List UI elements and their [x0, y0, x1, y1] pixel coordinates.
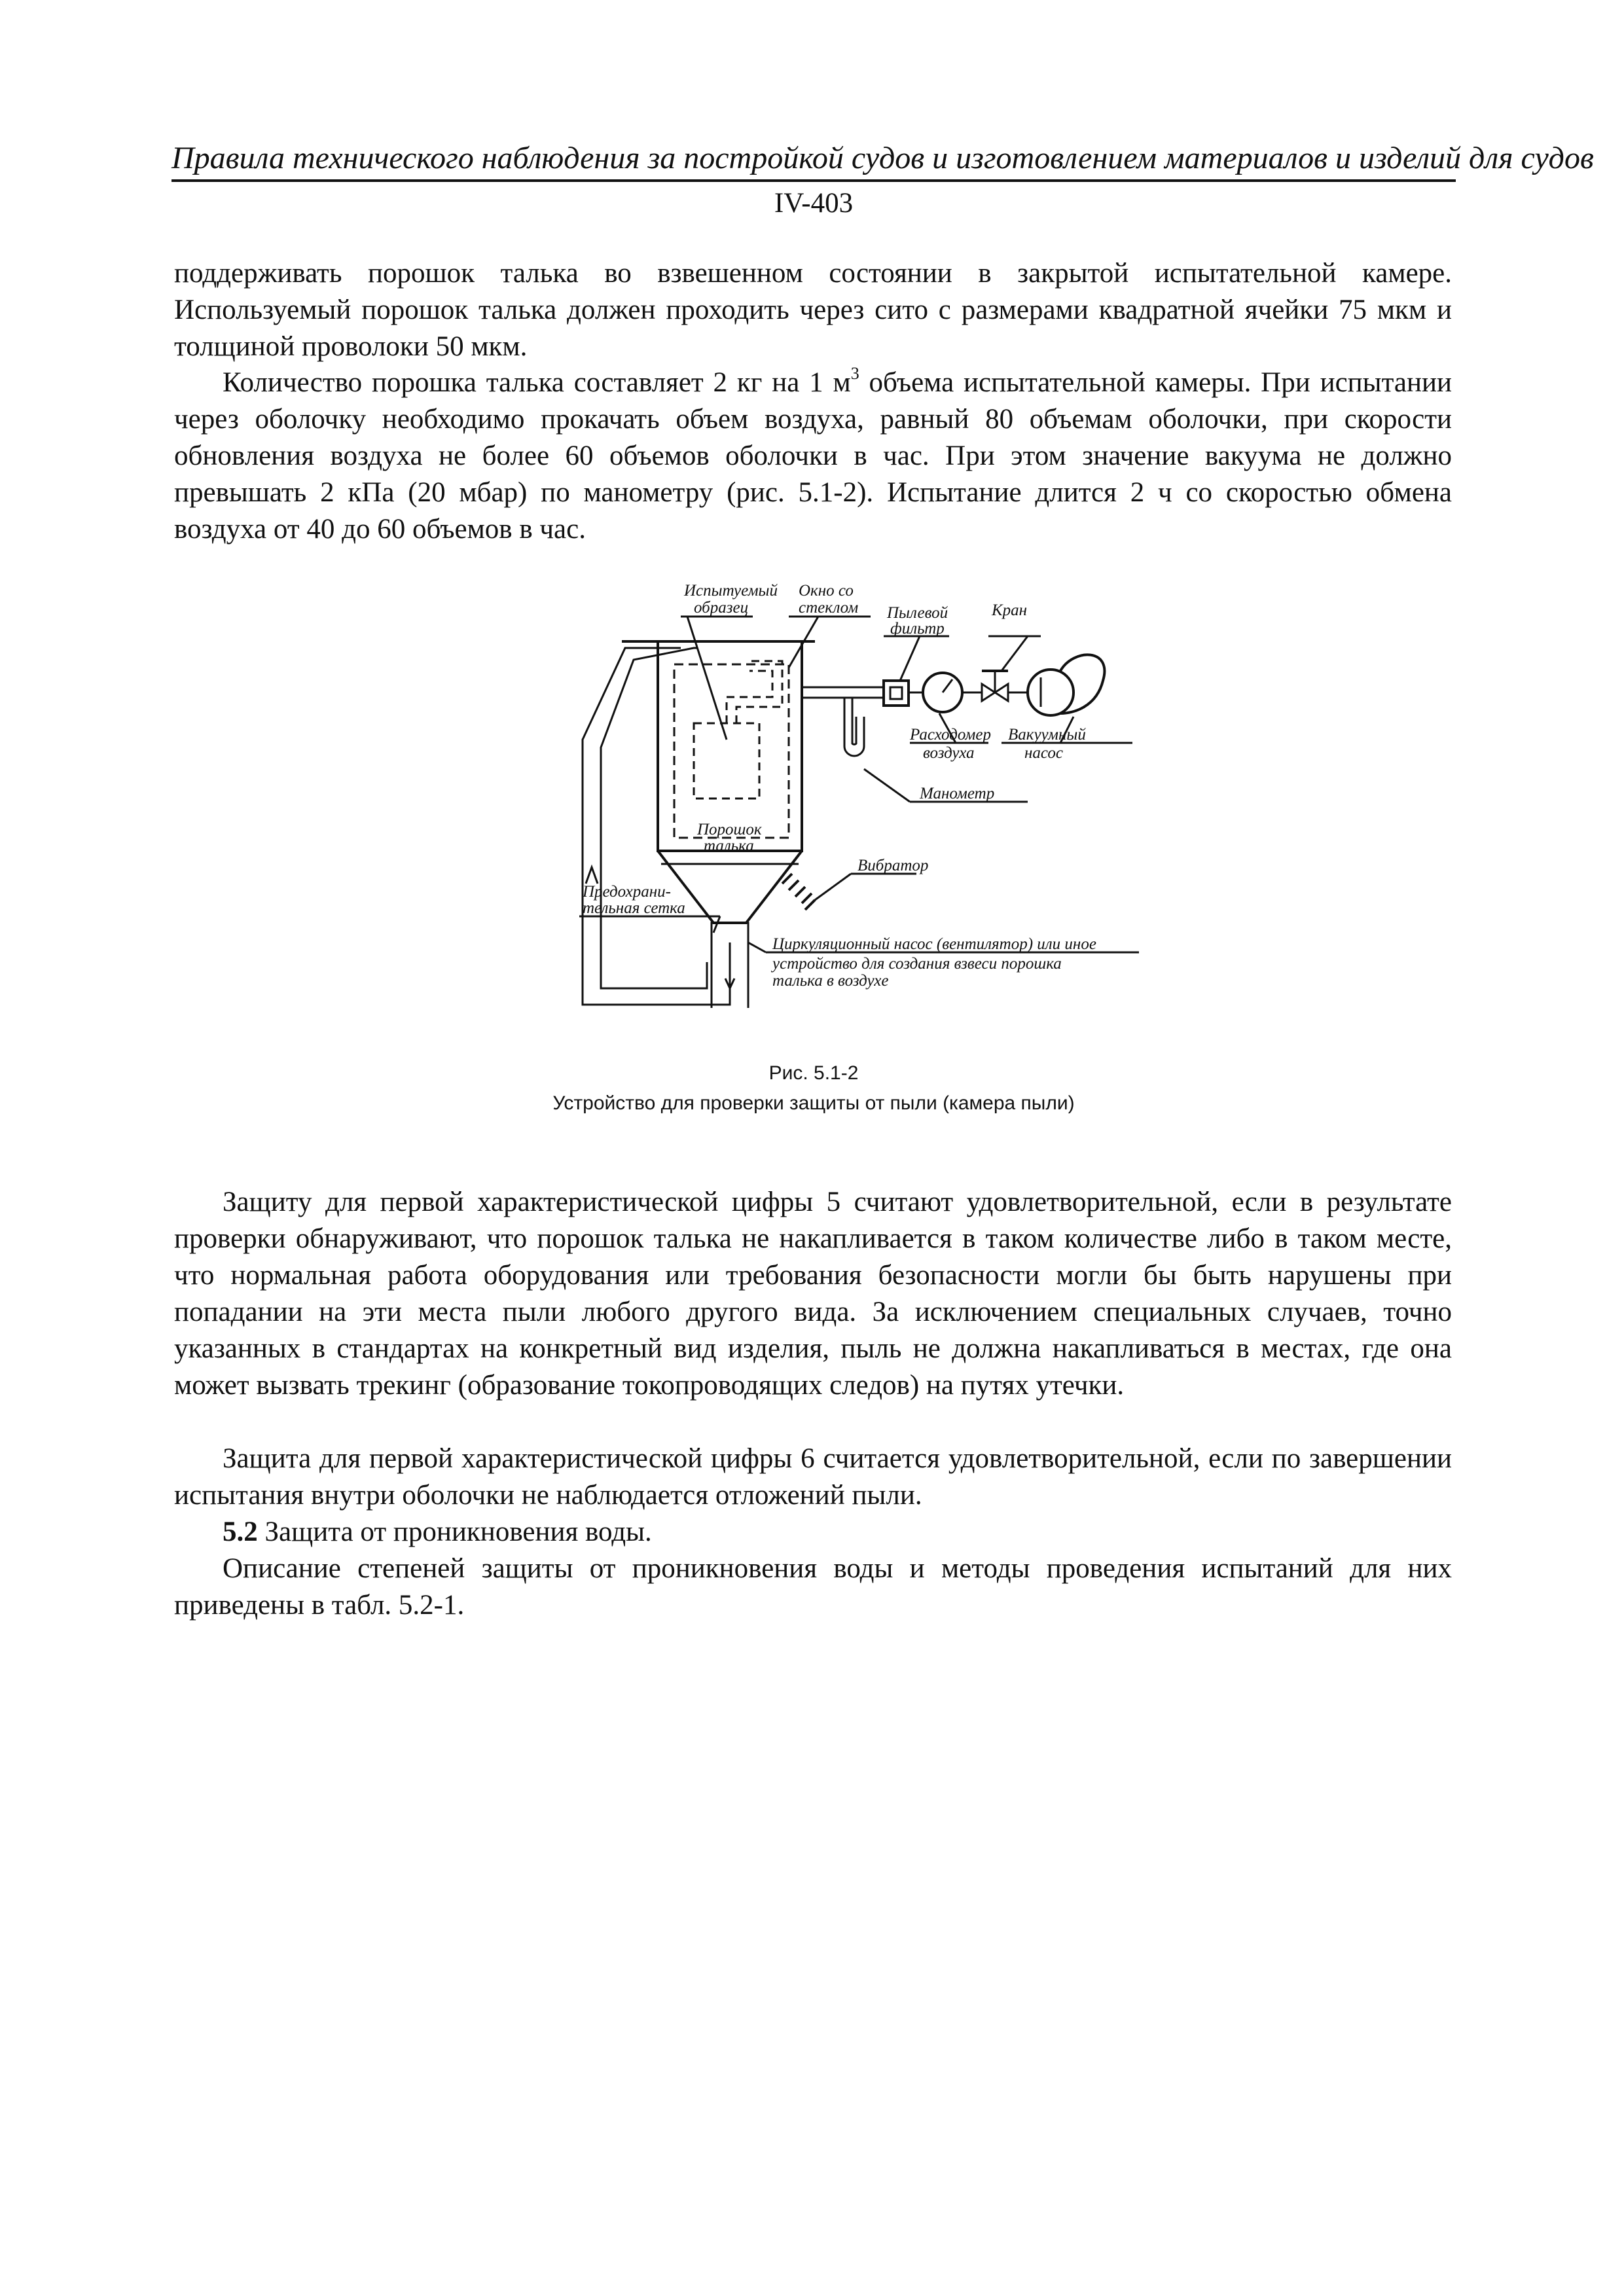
- label-flowmeter-2: воздуха: [923, 744, 975, 762]
- label-pump-2: насос: [1024, 744, 1063, 762]
- label-filter-1: Пылевой: [887, 604, 948, 622]
- paragraph-water-protection: Описание степеней защиты от проникновения воды и методы проведения испытаний для них приведены в табл. 5.2-1.: [174, 1553, 1452, 1621]
- label-valve: Кран: [992, 601, 1028, 619]
- dust-filter-box: [884, 681, 909, 706]
- paragraph-digit-6: Защита для первой характеристической цифры 6 считается удовлетворительной, если по завершении испытания внутри оболочки не наблюдается отложений пыли.: [174, 1443, 1452, 1511]
- specimen-pipe: [727, 661, 782, 723]
- paragraph-talc-quantity-part2: объема испытательной камеры. При испытании через оболочку необходимо прокачать объем воздуха, равный 80 объемам оболочки, при скорости обновления воздуха не более 60 объемов оболочки в час. При этом значение вакуума не должно превышать 2 кПа (20 мбар) по манометру (рис. 5.1-2). Испытание длится 2 ч со скоростью обмена воздуха от 40 до 60 объемов в час.: [174, 367, 1453, 545]
- leader-vibrator: [815, 874, 851, 900]
- figure-caption-number: Рис. 5.1-2: [768, 1062, 859, 1084]
- dust-chamber-figure: [556, 576, 1146, 1008]
- leader-valve: [1001, 636, 1028, 671]
- header-rule: [171, 179, 1456, 182]
- label-pump-1: Вакуумный: [1008, 726, 1086, 744]
- section-number: 5.2: [223, 1516, 258, 1547]
- paragraph-talc-quantity: [174, 365, 1452, 548]
- label-circ-3: талька в воздухе: [772, 972, 889, 990]
- chamber-body: [658, 641, 802, 851]
- section-title: Защита от проникновения воды.: [257, 1516, 652, 1547]
- running-header: Правила технического наблюдения за постройкой судов и изготовлением материалов и изделий для судов: [171, 141, 1594, 175]
- page-number: IV-403: [774, 188, 854, 219]
- leader-filter: [900, 636, 920, 681]
- label-mesh-2: тельная сетка: [583, 899, 685, 917]
- label-manometer: Манометр: [920, 785, 995, 802]
- label-powder-1: Порошок: [697, 821, 762, 838]
- label-flowmeter-1: Расходомер: [910, 726, 991, 744]
- label-vibrator: Вибратор: [857, 857, 929, 874]
- label-filter-2: фильтр: [890, 620, 945, 637]
- label-window-1: Окно со: [799, 582, 854, 600]
- label-specimen-2: образец: [694, 599, 749, 617]
- cubic-superscript: 3: [850, 363, 859, 383]
- label-circ-1: Циркуляционный насос (вентилятор) или иное: [772, 935, 1096, 953]
- manometer-u-tube: [844, 698, 864, 756]
- leader-specimen: [687, 617, 727, 740]
- label-mesh-1: Предохрани-: [583, 883, 671, 901]
- label-specimen-1: Испытуемый: [684, 582, 778, 600]
- vibrator-hatch: [782, 874, 815, 910]
- leader-circ: [748, 942, 766, 952]
- leader-mesh: [713, 916, 720, 933]
- vacuum-pump-body: [1028, 670, 1074, 715]
- label-circ-2: устройство для создания взвеси порошка: [772, 955, 1062, 973]
- paragraph-tail-continuation: поддерживать порошок талька во взвешенном состоянии в закрытой испытательной камере. Используемый порошок талька должен проходить через сито с размерами квадратной ячейки 75 мкм и толщиной проволоки 50 мкм.: [174, 258, 1452, 362]
- paragraph-talc-quantity-part1: Количество порошка талька составляет 2 кг на 1 м: [223, 367, 851, 398]
- leader-manometer: [864, 769, 910, 802]
- section-heading-5-2: [174, 1514, 1452, 1551]
- test-specimen: [694, 723, 759, 798]
- paragraph-digit-5: Защиту для первой характеристической цифры 5 считают удовлетворительной, если в результате проверки обнаруживают, что порошок талька не накапливается в таком количестве либо в таком месте, что нормальная работа оборудования или требования безопасности могли бы быть нарушены при попадании на эти места пыли любого другого вида. За исключением специальных случаев, точно указанных в стандартах на конкретный вид изделия, пыль не должна накапливаться в местах, где она может вызвать трекинг (образование токопроводящих следов) на путях утечки.: [174, 1187, 1452, 1401]
- label-window-2: стеклом: [799, 599, 859, 617]
- label-powder-2: талька: [704, 837, 754, 855]
- dust-chamber-diagram: [556, 576, 1146, 1008]
- figure-caption-title: Устройство для проверки защиты от пыли (камера пыли): [552, 1092, 1075, 1114]
